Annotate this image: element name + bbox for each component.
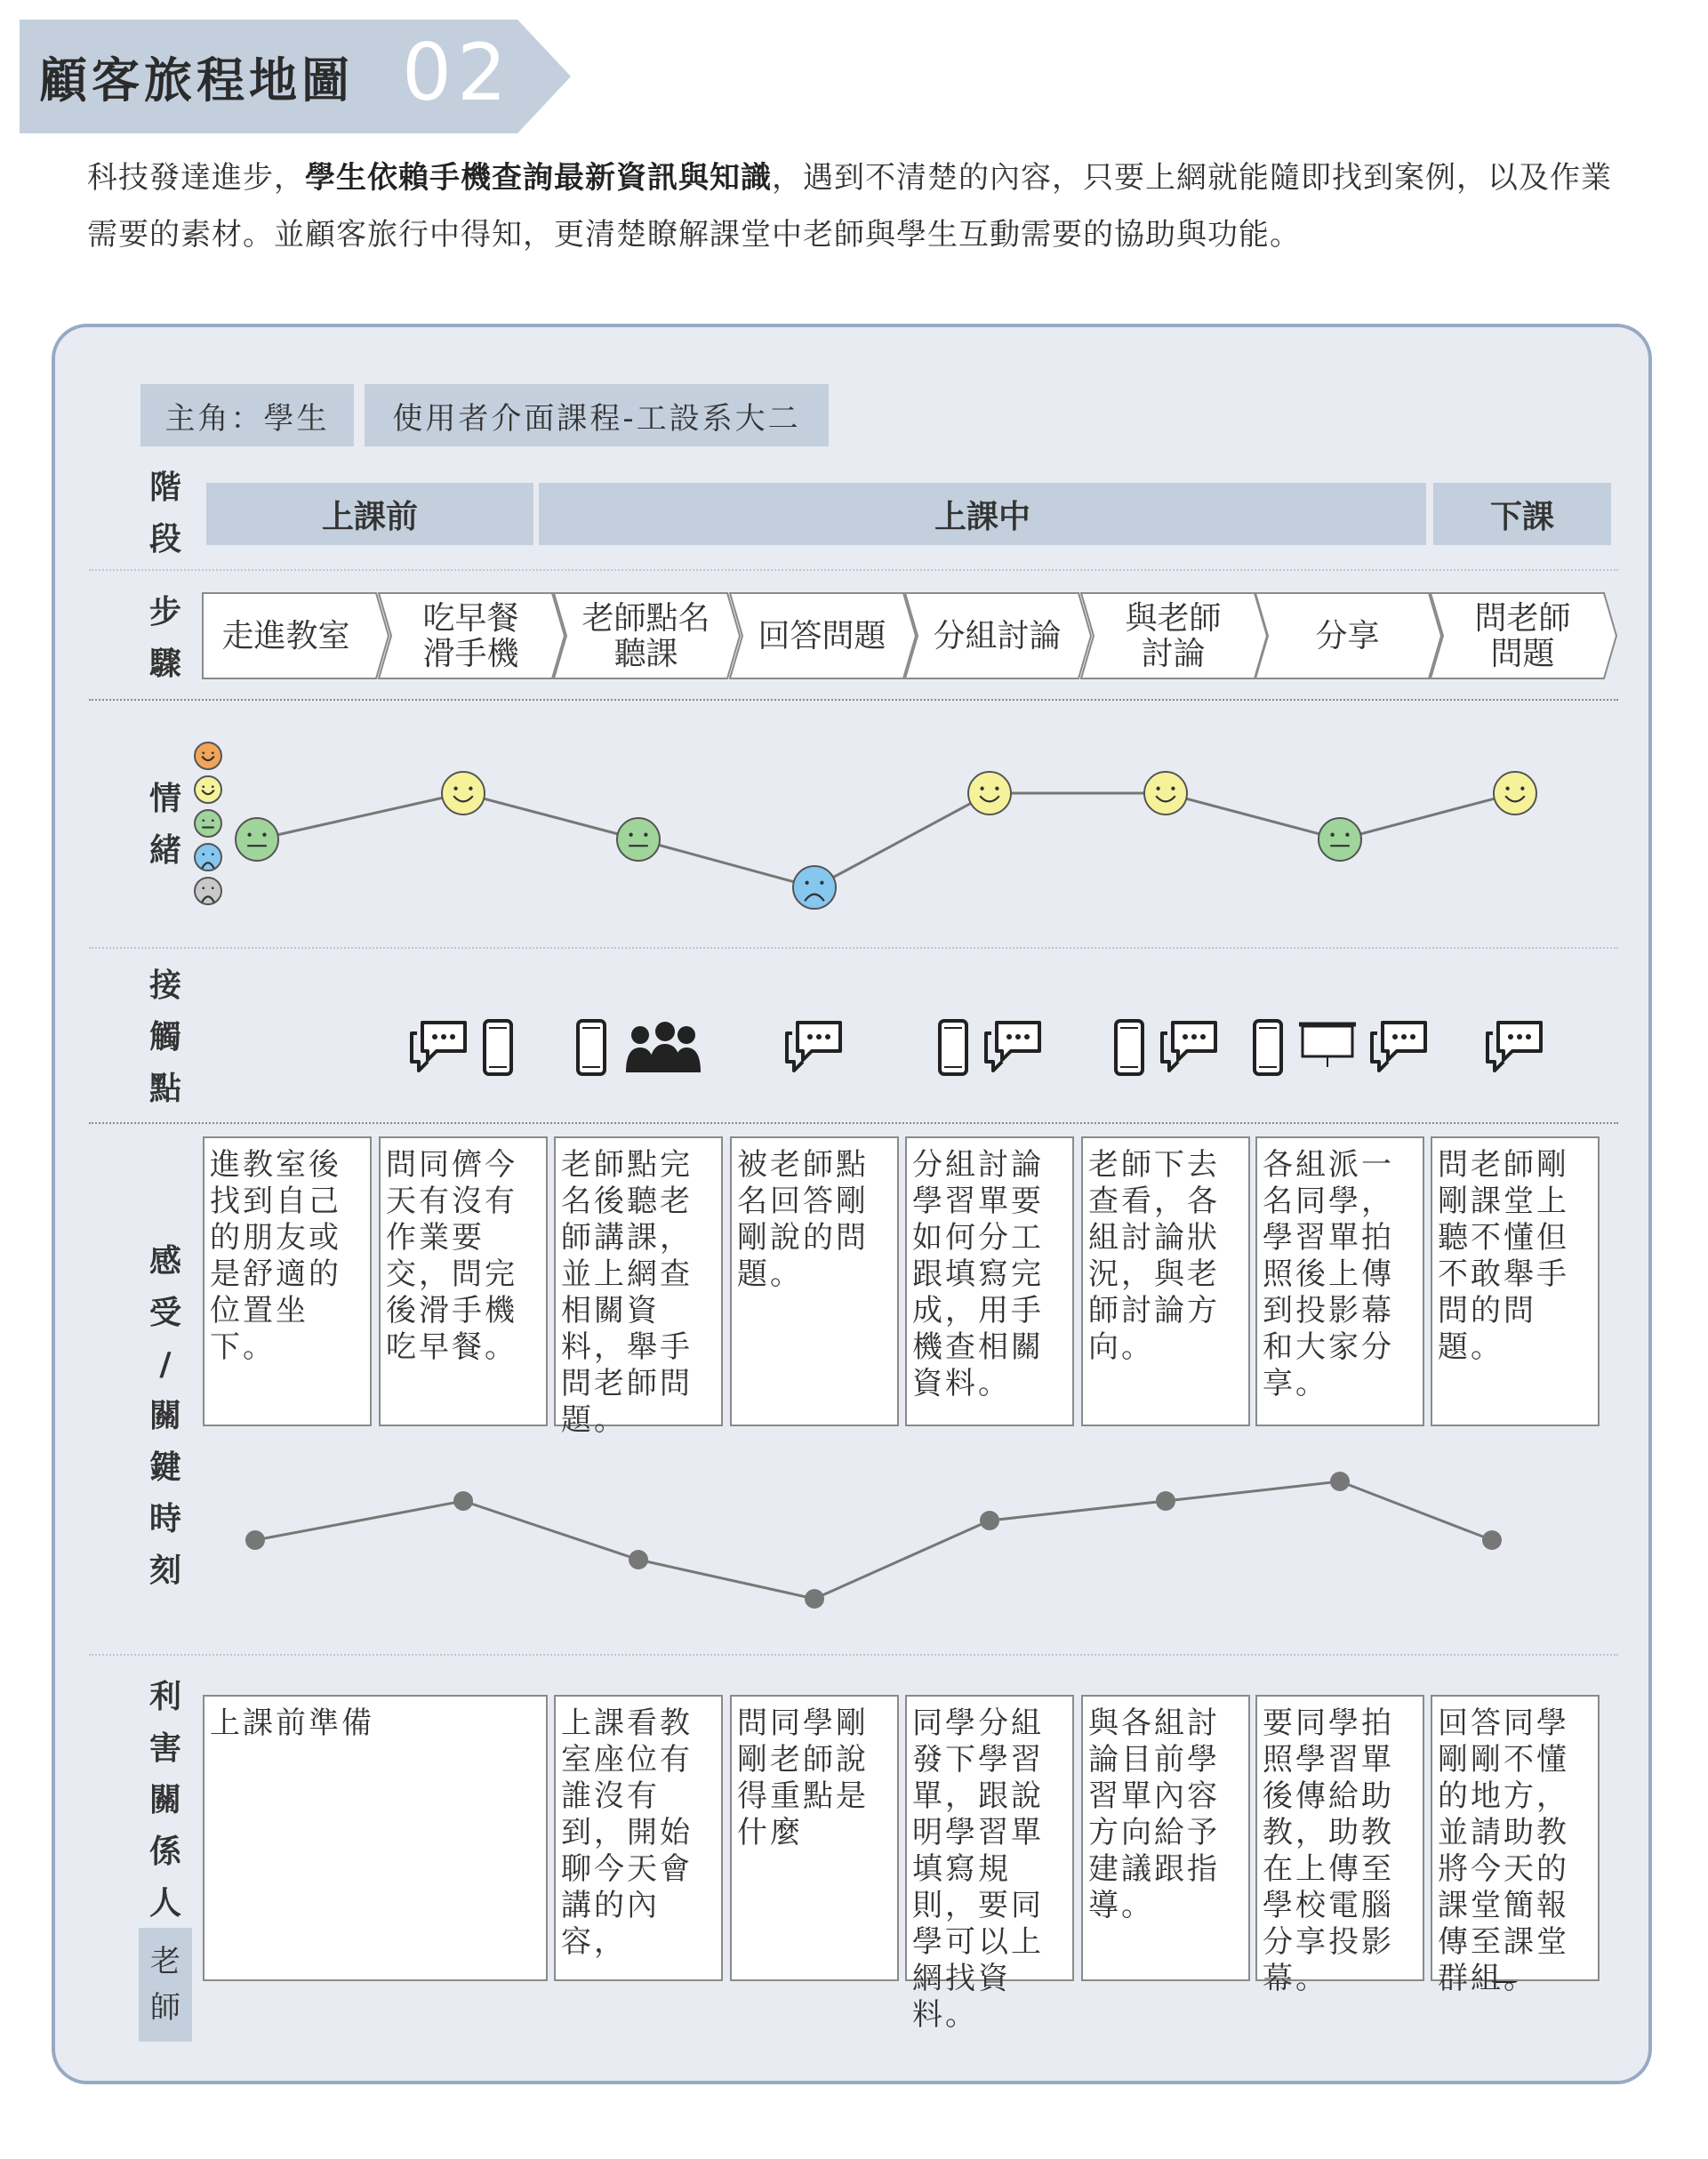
legend-face-neutral	[195, 810, 221, 837]
emotion-face-5	[968, 772, 1011, 815]
stakeholder-card-7	[1431, 1695, 1600, 1996]
persona-course: 使用者介面課程-工設系大二	[354, 384, 829, 446]
feeling-text: 老師下去查看，各組討論狀況，與老師討論方向。	[1088, 1147, 1220, 1365]
moment-point	[245, 1530, 265, 1550]
intro-bold: 學生依賴手機查詢最新資訊與知識	[305, 160, 772, 196]
chat-icon	[1372, 1023, 1425, 1071]
step-4	[730, 593, 916, 678]
feeling-card-2	[379, 1136, 548, 1426]
page-number: 02	[402, 27, 512, 118]
emotion-face-3	[617, 818, 660, 861]
stakeholder-card-4	[905, 1695, 1074, 2033]
step-label: 聽課	[613, 636, 678, 672]
stakeholder-text: 同學分組發下學習單，跟說明學習單填寫規則，要同學可以上網找資料。	[912, 1706, 1044, 2033]
phone-icon	[1116, 1021, 1143, 1074]
stakeholder-text: 要同學拍照學習單後傳給助教，助教在上傳至學校電腦分享投影幕。	[1263, 1706, 1394, 1996]
feeling-text: 進教室後找到自己的朋友或是舒適的位置坐下。	[210, 1147, 341, 1365]
feeling-card-3	[554, 1136, 723, 1438]
emotion-face-1	[236, 818, 278, 861]
chat-icon	[986, 1023, 1039, 1071]
step-label: 吃早餐	[422, 600, 519, 637]
chat-icon	[1162, 1023, 1215, 1071]
feeling-card-7	[1255, 1136, 1424, 1426]
step-2	[379, 593, 565, 678]
moment-point	[453, 1491, 473, 1511]
row-label-emotion: 情 緒	[148, 781, 181, 869]
legend-face-very-happy	[195, 742, 221, 769]
stakeholder-text: 上課看教室座位有誰沒有到，開始聊今天會講的內容，	[561, 1706, 693, 1960]
step-label: 問老師	[1474, 600, 1571, 637]
group-icon	[626, 1022, 701, 1072]
moment-line	[255, 1481, 1492, 1599]
chat-icon	[412, 1023, 465, 1071]
emotion-face-7	[1319, 818, 1361, 861]
stakeholder-card-3	[730, 1695, 899, 1981]
stakeholder-text: 上課前準備	[210, 1706, 374, 1741]
moment-point	[980, 1511, 999, 1530]
phone-icon	[485, 1021, 511, 1074]
feeling-text: 各組派一名同學，學習單拍照後上傳到投影幕和大家分享。	[1263, 1147, 1394, 1401]
step-label: 回答問題	[758, 618, 886, 654]
row-label-feelings: 感 受 / 關 鍵 時 刻	[148, 1243, 181, 1589]
feeling-card-8	[1431, 1136, 1600, 1426]
step-3	[554, 593, 740, 678]
step-6	[1081, 593, 1267, 678]
phone-icon	[940, 1021, 966, 1074]
step-8	[1431, 593, 1616, 678]
feeling-card-4	[730, 1136, 899, 1426]
row-label-touchpoints: 接 觸 點	[148, 967, 181, 1107]
step-label: 討論	[1141, 636, 1206, 672]
phone-icon	[578, 1021, 605, 1074]
moment-point	[805, 1589, 824, 1609]
step-5	[905, 593, 1091, 678]
intro-text-1: 科技發達進步，	[87, 160, 305, 196]
stakeholder-tag: 老 師	[139, 1928, 192, 2042]
moment-point	[1156, 1491, 1175, 1511]
stakeholder-text: 回答同學剛剛不懂的地方，並請助教將今天的課堂簡報傳至課堂群組。	[1438, 1706, 1569, 1996]
moment-point	[629, 1550, 648, 1569]
feeling-card-1	[203, 1136, 372, 1426]
feeling-text: 被老師點名回答剛剛說的問題。	[737, 1147, 869, 1292]
feeling-text: 分組討論學習單要如何分工跟填寫完成，用手機查相關資料。	[912, 1147, 1044, 1401]
step-label: 老師點名	[581, 600, 710, 637]
stage-in-class: 上課中	[539, 483, 1426, 545]
stage-after-class: 下課	[1433, 483, 1611, 545]
legend-face-happy	[195, 776, 221, 803]
feeling-text: 老師點完名後聽老師講課，並上網查相關資料，舉手問老師問題。	[561, 1147, 693, 1438]
feeling-text: 問老師剛剛課堂上聽不懂但不敢舉手問的問題。	[1438, 1147, 1569, 1365]
chat-icon	[787, 1023, 840, 1071]
step-label: 分享	[1315, 618, 1380, 654]
projector-icon	[1299, 1024, 1356, 1067]
stakeholder-card-2	[554, 1695, 723, 1981]
emotion-face-2	[442, 772, 485, 815]
step-1	[203, 593, 389, 678]
step-label: 問題	[1490, 636, 1555, 672]
step-label: 與老師	[1125, 600, 1222, 637]
intro-text-2: ，遇到不清楚的內容，只要上網就能隨即找到案例，以及作業需要的素材。並顧客旅行中得知，更清楚瞭解課堂中老師與學生互動需要的協助與功能。	[87, 160, 1612, 253]
stakeholder-text: 與各組討論目前學習單內容方向給予建議跟指導。	[1088, 1706, 1220, 1923]
step-7	[1255, 593, 1441, 678]
row-label-steps: 步 驟	[148, 594, 181, 682]
page-title: 顧客旅程地圖	[39, 52, 354, 108]
stakeholder-text: 問同學剛剛老師說得重點是什麼	[737, 1706, 869, 1850]
step-label: 滑手機	[422, 636, 519, 672]
stage-before-class: 上課前	[206, 483, 533, 545]
chat-icon	[1487, 1023, 1541, 1071]
row-label-stakeholder: 利 害 關 係 人	[148, 1679, 181, 1922]
persona-role: 主角：學生	[140, 384, 354, 446]
step-label: 分組討論	[933, 618, 1062, 654]
moment-point	[1330, 1472, 1350, 1491]
moment-point	[1482, 1530, 1502, 1550]
stakeholder-card-6	[1255, 1695, 1424, 1996]
phone-icon	[1255, 1021, 1281, 1074]
emotion-face-6	[1144, 772, 1187, 815]
emotion-face-4	[793, 866, 836, 909]
step-label: 走進教室	[221, 618, 350, 654]
stakeholder-card-5	[1081, 1695, 1250, 1981]
row-label-stage: 階 段	[148, 470, 181, 558]
feeling-card-5	[905, 1136, 1074, 1426]
legend-face-very-sad	[195, 878, 221, 904]
emotion-face-8	[1494, 772, 1536, 815]
legend-face-sad	[195, 844, 221, 871]
feeling-text: 問同儕今天有沒有作業要交，問完後滑手機吃早餐。	[386, 1147, 517, 1365]
feeling-card-6	[1081, 1136, 1250, 1426]
stakeholder-card-1	[203, 1695, 548, 1981]
